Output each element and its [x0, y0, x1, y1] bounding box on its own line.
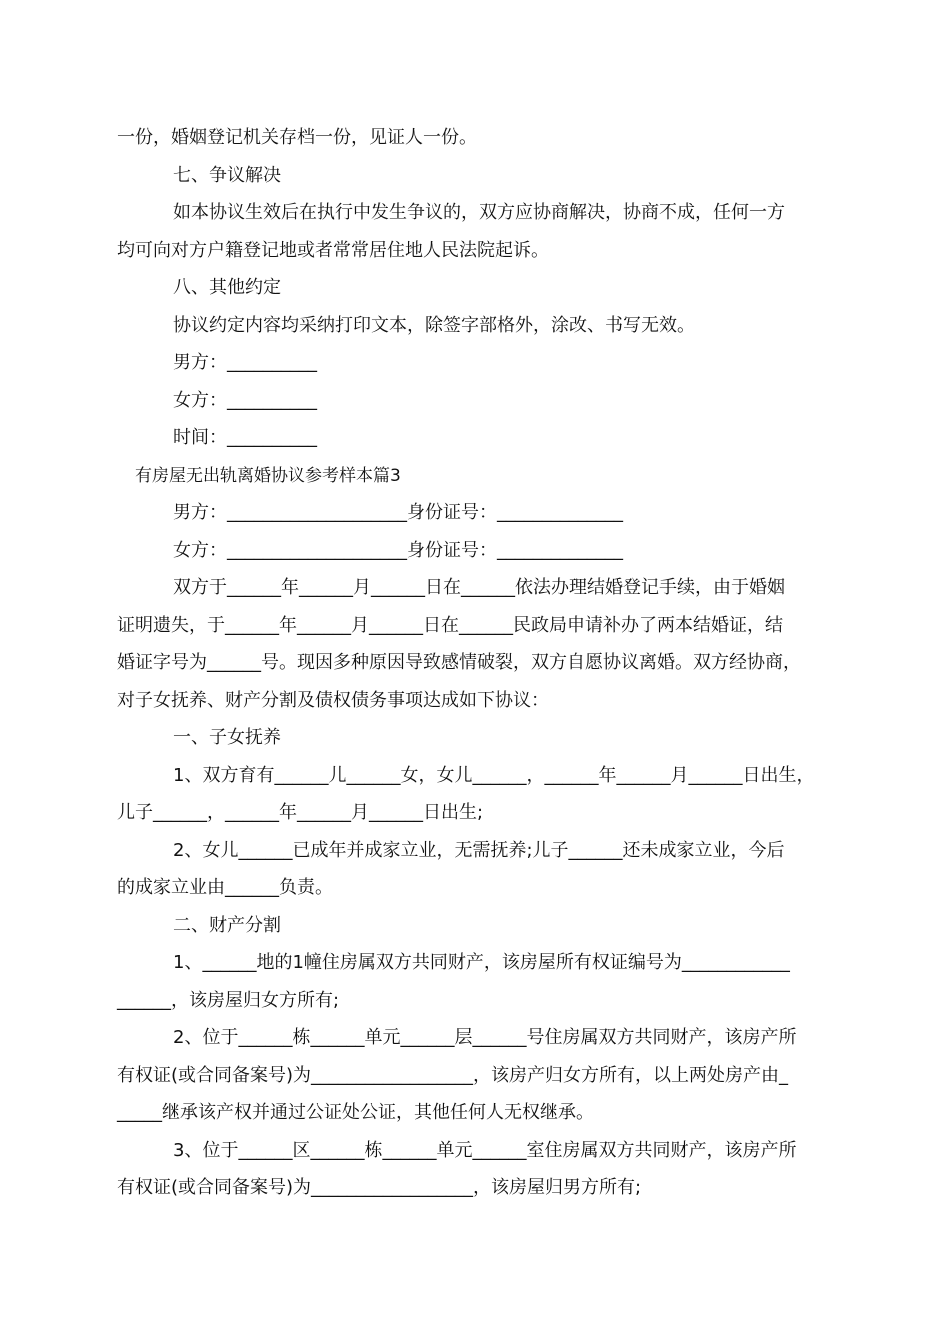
- signature-line-female: 女方：__________: [173, 390, 317, 411]
- section-heading: 二、财产分割: [173, 915, 281, 936]
- section-heading: 八、其他约定: [173, 277, 281, 298]
- article-title: 有房屋无出轨离婚协议参考样本篇3: [135, 466, 401, 486]
- text-line: 2、位于______栋______单元______层______号住房属双方共同财产，该房产所: [173, 1027, 797, 1048]
- party-line-female: 女方：____________________身份证号：______________: [173, 540, 623, 561]
- section-heading: 一、子女抚养: [173, 727, 281, 748]
- text-line: 双方于______年______月______日在______依法办理结婚登记手续，由于婚姻: [173, 577, 785, 598]
- text-line: 1、______地的1幢住房属双方共同财产，该房屋所有权证编号为____________: [173, 952, 790, 973]
- text-line: _____继承该产权并通过公证处公证，其他任何人无权继承。: [117, 1102, 594, 1123]
- text-line: 均可向对方户籍登记地或者常常居住地人民法院起诉。: [117, 240, 549, 261]
- text-line: 有权证(或合同备案号)为__________________，该房产归女方所有，以上两处房产由_: [117, 1065, 789, 1086]
- text-line: 协议约定内容均采纳打印文本，除签字部格外，涂改、书写无效。: [173, 315, 695, 336]
- text-line: 1、双方育有______儿______女，女儿______，______年______月______日出生，: [173, 765, 815, 786]
- text-line: 的成家立业由______负责。: [117, 877, 333, 898]
- party-line-male: 男方：____________________身份证号：______________: [173, 502, 623, 523]
- text-line: 2、女儿______已成年并成家立业，无需抚养;儿子______还未成家立业，今后: [173, 840, 785, 861]
- text-line: 一份，婚姻登记机关存档一份，见证人一份。: [117, 127, 477, 148]
- text-line: 儿子______，______年______月______日出生;: [117, 802, 484, 823]
- signature-line-male: 男方：__________: [173, 352, 317, 373]
- text-line: 婚证字号为______号。现因多种原因导致感情破裂，双方自愿协议离婚。双方经协商，: [117, 652, 801, 673]
- text-line: 3、位于______区______栋______单元______室住房属双方共同财产，该房产所: [173, 1140, 797, 1161]
- text-line: 证明遗失，于______年______月______日在______民政局申请补办了两本结婚证，结: [117, 615, 783, 636]
- text-line: 对子女抚养、财产分割及债权债务事项达成如下协议：: [117, 690, 549, 711]
- text-line: 如本协议生效后在执行中发生争议的，双方应协商解决，协商不成，任何一方: [173, 202, 785, 223]
- section-heading: 七、争议解决: [173, 165, 281, 186]
- text-line: ______，该房屋归女方所有;: [117, 990, 340, 1011]
- signature-line-date: 时间：__________: [173, 427, 317, 448]
- text-line: 有权证(或合同备案号)为__________________，该房屋归男方所有;: [117, 1177, 642, 1198]
